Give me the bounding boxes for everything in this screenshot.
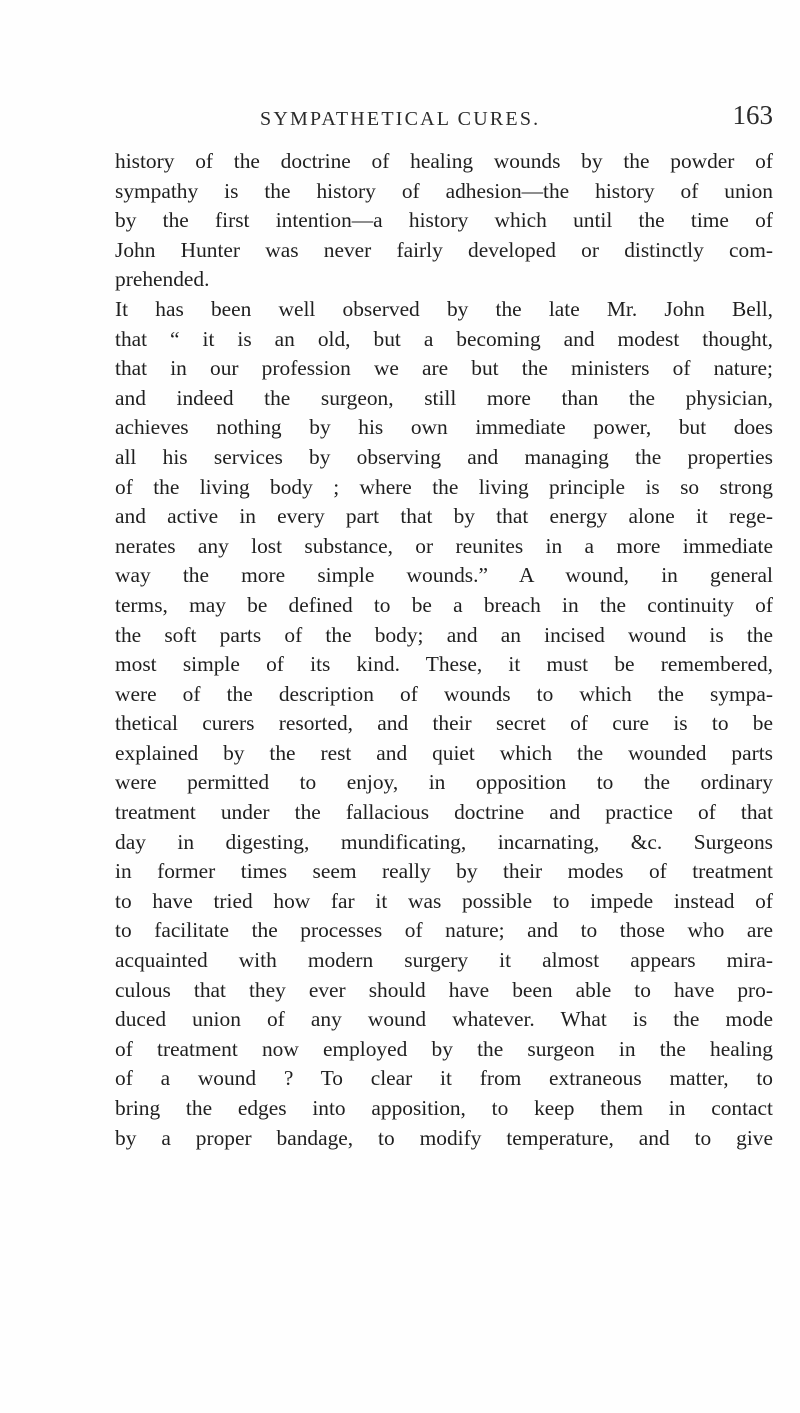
page-header [114,98,773,138]
text-line: achieves nothing by his own immediate power, but does [115,415,773,440]
text-line: of a wound ? To clear it from extraneous matter, to [115,1066,773,1091]
text-line: explained by the rest and quiet which the wounded parts [115,740,773,765]
body-text [115,147,773,1153]
text-line: that in our profession we are but the ministers of nature; [115,356,773,381]
text-line: duced union of any wound whatever. What is the mode [115,1007,773,1032]
running-title: SYMPATHETICAL CURES. [260,108,541,130]
text-line: to have tried how far it was possible to impede instead of [115,888,773,913]
page-number: 163 [732,100,773,130]
text-line: and indeed the surgeon, still more than the physician, [115,385,773,410]
text-line: nerates any lost substance, or reunites in a more immediate [115,533,773,558]
text-line: that “ it is an old, but a becoming and modest thought, [115,326,773,351]
text-line: and active in every part that by that energy alone it rege- [115,504,773,529]
text-line: by the first intention—a history which until the time of [115,208,773,233]
text-line: day in digesting, mundificating, incarnating, &c. Surgeons [115,829,773,854]
text-line: It has been well observed by the late Mr. John Bell, [115,296,773,321]
text-line: to facilitate the processes of nature; and to those who are [115,918,773,943]
text-line: of treatment now employed by the surgeon in the healing [115,1036,773,1061]
text-line: were of the description of wounds to which the sympa- [115,681,773,706]
text-line: were permitted to enjoy, in opposition to the ordinary [115,770,773,795]
text-line: history of the doctrine of healing wounds by the powder of [115,149,773,173]
text-line: way the more simple wounds.” A wound, in general [115,563,773,588]
text-line: John Hunter was never fairly developed or distinctly com- [115,237,773,262]
text-line: sympathy is the history of adhesion—the history of union [115,178,773,203]
text-line: treatment under the fallacious doctrine and practice of that [115,800,773,825]
text-line: thetical curers resorted, and their secret of cure is to be [115,711,773,736]
text-line: terms, may be defined to be a breach in the continuity of [115,592,773,617]
text-line: culous that they ever should have been able to have pro- [115,977,773,1002]
text-line: prehended. [115,267,210,292]
text-line: of the living body ; where the living principle is so strong [115,474,773,499]
text-line: all his services by observing and managing the properties [115,444,773,469]
text-line: acquainted with modern surgery it almost appears mira- [115,948,773,973]
text-line: by a proper bandage, to modify temperature, and to give [115,1125,773,1150]
text-line: the soft parts of the body; and an incised wound is the [115,622,773,647]
text-line: most simple of its kind. These, it must be remembered, [115,652,773,677]
text-line: bring the edges into apposition, to keep them in contact [115,1096,773,1120]
text-line: in former times seem really by their modes of treatment [115,859,773,884]
